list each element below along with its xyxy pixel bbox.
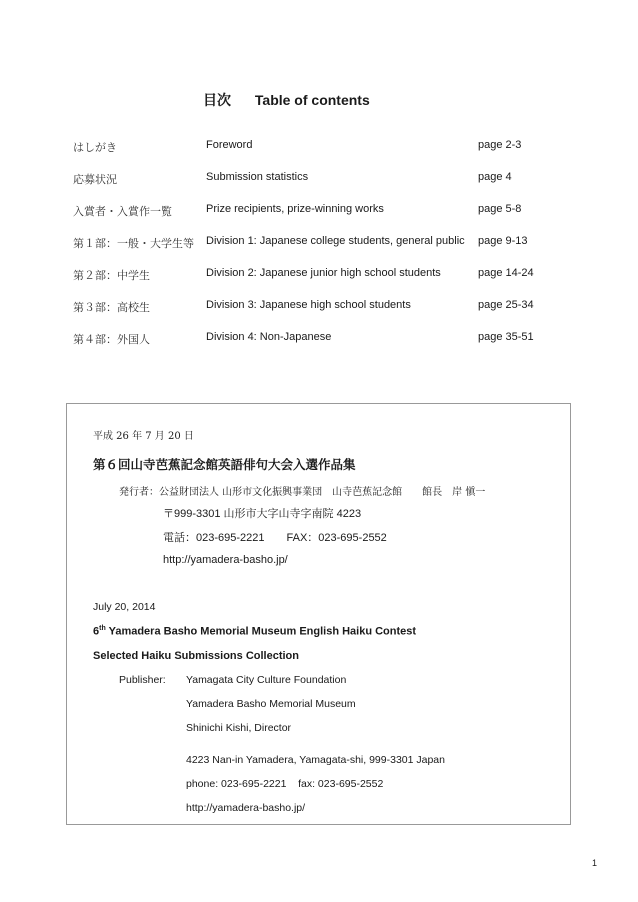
toc-en: Submission statistics	[206, 171, 309, 183]
toc-row	[73, 235, 573, 267]
toc-en: Division 4: Non-Japanese	[206, 331, 332, 343]
toc-en: Foreword	[206, 139, 253, 151]
jp-title: 第６回山寺芭蕉記念館英語俳句大会入選作品集	[93, 458, 356, 472]
jp-publisher: 発行者：公益財団法人 山形市文化振興事業団 山寺芭蕉記念館 館長 岸 愼一	[119, 487, 486, 498]
publisher-line: Shinichi Kishi, Director	[186, 722, 292, 734]
toc-jp: 入賞者・入賞作一覧	[73, 205, 172, 218]
toc-page: page 14-24	[478, 267, 534, 279]
toc-jp: はしがき	[73, 141, 117, 154]
jp-address: 〒999-3301 山形市大字山寺字南院 4223	[163, 508, 362, 520]
publisher-label: Publisher:	[119, 674, 166, 686]
en-title-sup: th	[99, 625, 106, 632]
toc-en: Prize recipients, prize-winning works	[206, 203, 384, 215]
toc-jp: 応募状況	[73, 173, 117, 186]
en-subtitle: Selected Haiku Submissions Collection	[93, 650, 299, 662]
en-url: http://yamadera-basho.jp/	[186, 802, 306, 814]
toc-page: page 5-8	[478, 203, 522, 215]
toc-page: page 4	[478, 171, 512, 183]
en-date: July 20, 2014	[93, 601, 156, 613]
toc-jp: 第３部：高校生	[73, 301, 150, 314]
toc-jp: 第２部：中学生	[73, 269, 150, 282]
en-phone: phone: 023-695-2221 fax: 023-695-2552	[186, 778, 384, 790]
toc-row	[73, 203, 573, 235]
en-title-num: 6	[93, 625, 100, 638]
toc-row	[73, 171, 573, 203]
toc-page: page 9-13	[478, 235, 528, 247]
toc-en: Division 3: Japanese high school students	[206, 299, 411, 311]
colophon-box	[66, 403, 571, 825]
jp-date: 平成 26 年 7 月 20 日	[93, 431, 194, 442]
table-of-contents	[73, 139, 573, 363]
publisher-line: Yamadera Basho Memorial Museum	[186, 698, 356, 710]
toc-row	[73, 299, 573, 331]
toc-page: page 25-34	[478, 299, 534, 311]
toc-en: Division 1: Japanese college students, general public	[206, 235, 465, 247]
toc-jp: 第４部：外国人	[73, 333, 150, 346]
toc-row	[73, 331, 573, 363]
jp-phone: 電話：023-695-2221 FAX：023-695-2552	[163, 532, 387, 544]
toc-page: page 2-3	[478, 139, 522, 151]
en-title-rest: Yamadera Basho Memorial Museum English Haiku Contest	[105, 625, 417, 638]
publisher-line: Yamagata City Culture Foundation	[186, 674, 347, 686]
en-address: 4223 Nan-in Yamadera, Yamagata-shi, 999-3301 Japan	[186, 754, 445, 766]
page-number: 1	[591, 858, 597, 868]
toc-page: page 35-51	[478, 331, 534, 343]
toc-title	[203, 90, 370, 110]
toc-row	[73, 139, 573, 171]
toc-title-jp: 目次	[203, 93, 231, 109]
jp-url: http://yamadera-basho.jp/	[163, 554, 288, 566]
toc-en: Division 2: Japanese junior high school students	[206, 267, 441, 279]
en-title	[93, 625, 416, 638]
toc-jp: 第１部：一般・大学生等	[73, 237, 194, 250]
toc-row	[73, 267, 573, 299]
toc-title-en: Table of contents	[254, 92, 370, 108]
